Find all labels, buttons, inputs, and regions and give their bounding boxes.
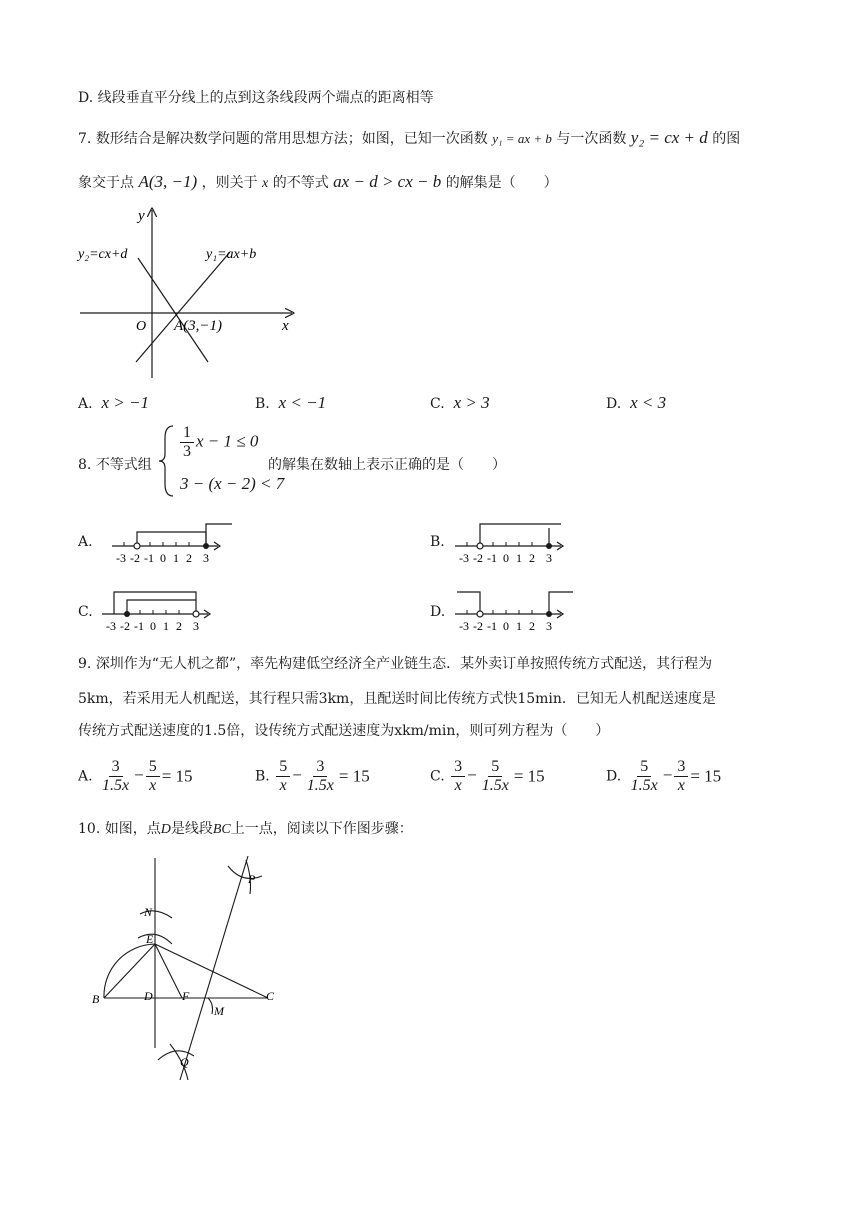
- q7-graph: [70, 200, 310, 385]
- label-e: E: [146, 932, 154, 946]
- q8-brace: [157, 424, 177, 498]
- q7-function1: y₁ = ax + b: [492, 131, 552, 146]
- svg-text:2: 2: [186, 551, 192, 565]
- q9-option-d[interactable]: D. $\frac{5}{1.5x}$ − $\frac{3}{x}$ = 15: [606, 758, 722, 794]
- q8-option-d-label[interactable]: D.: [430, 604, 446, 620]
- q7-stem-line2: 象交于点 A(3, −1) ，则关于 x 的不等式 ax − d > cx − b 的解集是（ ）: [78, 172, 558, 191]
- svg-text:1: 1: [516, 551, 522, 565]
- svg-text:-2: -2: [120, 619, 130, 633]
- svg-text:3: 3: [546, 551, 552, 565]
- q10-stem: 10. 如图，点D是线段BC上一点，阅读以下作图步骤：: [78, 821, 413, 837]
- svg-text:-1: -1: [134, 619, 144, 633]
- q9-stem-line1: 9. 深圳作为“无人机之都”，率先构建低空经济全产业链生态．某外卖订单按照传统方式配送，其行程为: [78, 656, 713, 672]
- label-q: Q: [180, 1055, 189, 1069]
- q7-point: A(3, −1): [138, 172, 198, 191]
- q7-option-a[interactable]: A. x > −1: [78, 393, 149, 412]
- q9-option-a[interactable]: A. $\frac{3}{1.5x}$ − $\frac{5}{x}$ = 15: [78, 758, 193, 794]
- svg-text:3: 3: [203, 551, 209, 565]
- svg-text:-3: -3: [459, 551, 469, 565]
- q8-stem-prefix: 8. 不等式组: [78, 457, 152, 473]
- q8-stem-suffix: 的解集在数轴上表示正确的是（ ）: [268, 457, 506, 473]
- svg-text:-1: -1: [144, 551, 154, 565]
- q9-option-c[interactable]: C. $\frac{3}{x}$ − $\frac{5}{1.5x}$ = 15: [430, 758, 545, 794]
- q7-line1-label: y₁=ax+b: [206, 247, 257, 262]
- q7-y-label: y: [138, 208, 145, 224]
- svg-text:2: 2: [176, 619, 182, 633]
- label-c: C: [266, 989, 275, 1003]
- q8-option-d-numberline[interactable]: [453, 586, 583, 636]
- q8-option-c-numberline[interactable]: [100, 586, 230, 636]
- q8-option-c-label[interactable]: C.: [78, 604, 93, 620]
- svg-text:1: 1: [516, 619, 522, 633]
- q7-line1: [136, 252, 230, 362]
- label-m: M: [214, 1004, 224, 1018]
- q7-x-label: x: [282, 318, 289, 334]
- svg-text:2: 2: [529, 619, 535, 633]
- q7-option-b[interactable]: B. x < −1: [255, 393, 327, 412]
- q7-line2-label: y₂=cx+d: [78, 247, 128, 262]
- svg-text:0: 0: [160, 551, 166, 565]
- q7-option-c[interactable]: C. x > 3: [430, 393, 490, 412]
- q7-function2: y₂ = cx + d: [630, 128, 708, 147]
- q7-point-label: A(3,−1): [174, 318, 223, 334]
- svg-text:-2: -2: [473, 619, 483, 633]
- svg-text:-3: -3: [459, 619, 469, 633]
- label-d: D: [144, 989, 153, 1003]
- svg-text:3: 3: [193, 619, 199, 633]
- q7-line2: [138, 258, 208, 362]
- q8-option-b-numberline[interactable]: [453, 518, 583, 568]
- svg-text:-2: -2: [473, 551, 483, 565]
- q6-option-d: D. 线段垂直平分线上的点到这条线段两个端点的距离相等: [78, 90, 434, 106]
- svg-text:-3: -3: [116, 551, 126, 565]
- svg-text:0: 0: [503, 551, 509, 565]
- q7-stem-line1: 7. 数形结合是解决数学问题的常用思想方法；如图，已知一次函数 y₁ = ax + b 与一次函数 y₂ = cx + d 的图: [78, 128, 741, 147]
- svg-text:2: 2: [529, 551, 535, 565]
- q10-construction-figure: [80, 848, 320, 1083]
- q8-inequality2: 3 − (x − 2) < 7: [180, 474, 285, 493]
- q7-origin-label: O: [136, 319, 147, 334]
- svg-text:-1: -1: [487, 619, 497, 633]
- q8-number: 8.: [78, 457, 92, 473]
- q7-number: 7.: [78, 131, 92, 147]
- q8-option-a-numberline[interactable]: [110, 518, 240, 568]
- q9-stem-line3: 传统方式配送速度的1.5倍，设传统方式配送速度为xkm/min，则可列方程为（ ）: [78, 723, 610, 739]
- svg-text:1: 1: [173, 551, 179, 565]
- q7-inequality: ax − d > cx − b: [333, 172, 442, 191]
- svg-text:1: 1: [163, 619, 169, 633]
- svg-text:0: 0: [503, 619, 509, 633]
- label-p: P: [248, 872, 256, 886]
- q8-inequality1: $\frac{1}{3}$ x − 1 ≤ 0: [178, 424, 258, 461]
- q9-stem-line2: 5km，若采用无人机配送，其行程只需3km，且配送时间比传统方式快15min．已知无人机配送速度是: [78, 691, 716, 707]
- label-f: F: [182, 989, 190, 1003]
- q7-option-d[interactable]: D. x < 3: [606, 393, 667, 412]
- svg-text:3: 3: [546, 619, 552, 633]
- svg-text:-3: -3: [106, 619, 116, 633]
- svg-text:0: 0: [150, 619, 156, 633]
- q8-option-a-label[interactable]: A.: [78, 534, 93, 550]
- svg-text:-1: -1: [487, 551, 497, 565]
- q8-option-b-label[interactable]: B.: [430, 534, 445, 550]
- label-n: N: [144, 905, 153, 919]
- line-pq: [180, 856, 248, 1080]
- q9-option-b[interactable]: B. $\frac{5}{x}$ − $\frac{3}{1.5x}$ = 15: [255, 758, 370, 794]
- label-b: B: [92, 992, 100, 1006]
- svg-text:-2: -2: [130, 551, 140, 565]
